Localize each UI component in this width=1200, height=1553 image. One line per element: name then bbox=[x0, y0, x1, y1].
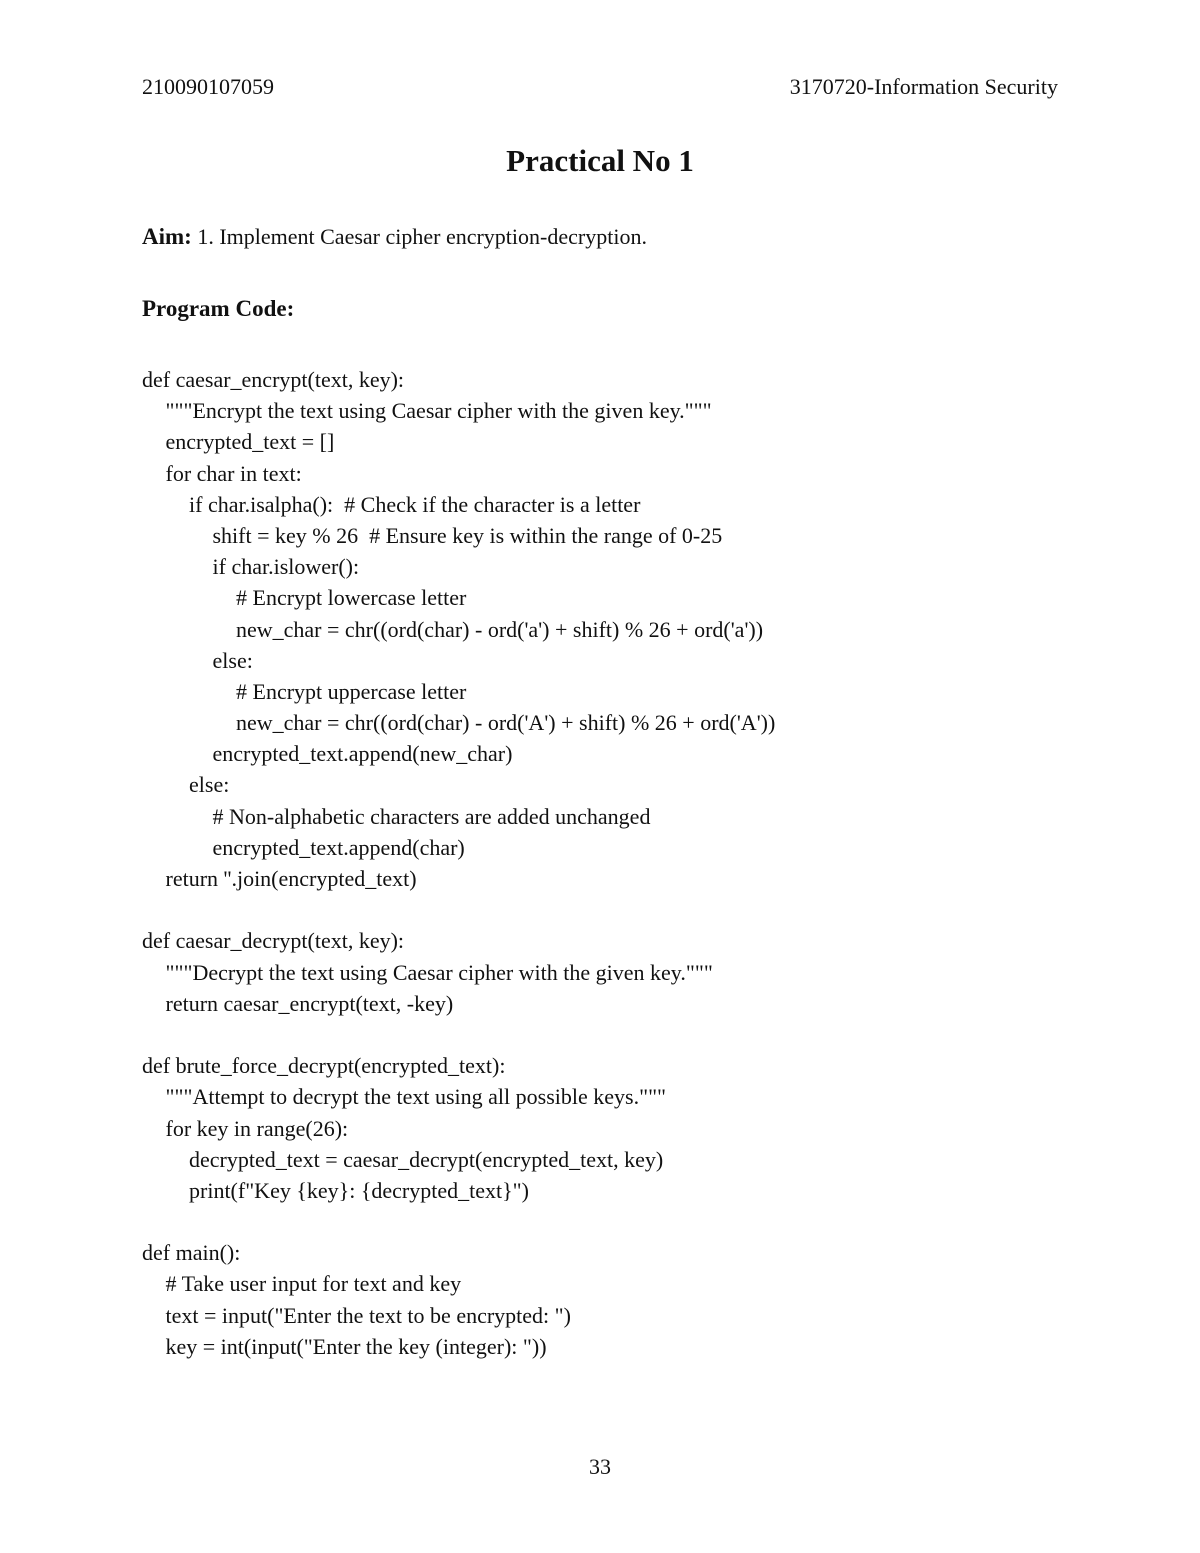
header-roll-number: 210090107059 bbox=[142, 74, 274, 99]
code-line: for char in text: bbox=[165, 460, 302, 486]
code-line: key = int(input("Enter the key (integer): ")) bbox=[165, 1333, 547, 1359]
code-line: # Non-alphabetic characters are added unchanged bbox=[212, 803, 651, 829]
code-line: else: bbox=[189, 772, 230, 798]
aim-label: Aim: bbox=[142, 224, 192, 249]
code-line: for key in range(26): bbox=[165, 1115, 349, 1141]
code-line: def caesar_encrypt(text, key): bbox=[142, 367, 405, 392]
page-title: Practical No 1 bbox=[506, 143, 694, 178]
aim-text: 1. Implement Caesar cipher encryption-decryption. bbox=[197, 224, 647, 249]
code-line: new_char = chr((ord(char) - ord('a') + shift) % 26 + ord('a')) bbox=[236, 616, 764, 642]
program-code-heading: Program Code: bbox=[142, 296, 295, 321]
code-line: print(f"Key {key}: {decrypted_text}") bbox=[189, 1177, 529, 1203]
code-line bbox=[142, 1019, 775, 1050]
code-line: return ''.join(encrypted_text) bbox=[165, 866, 417, 891]
code-line: encrypted_text.append(char) bbox=[212, 834, 465, 860]
header-subject: 3170720-Information Security bbox=[789, 74, 1058, 99]
code-line: new_char = chr((ord(char) - ord('A') + shift) % 26 + ord('A')) bbox=[236, 710, 776, 736]
code-line: if char.isalpha(): # Check if the character is a letter bbox=[189, 491, 641, 517]
code-line bbox=[142, 894, 775, 925]
code-block bbox=[142, 364, 775, 1362]
code-line: text = input("Enter the text to be encrypted: ") bbox=[165, 1302, 571, 1328]
code-line: """Encrypt the text using Caesar cipher with the given key.""" bbox=[165, 398, 712, 424]
code-line: # Encrypt lowercase letter bbox=[236, 585, 467, 611]
code-line: def brute_force_decrypt(encrypted_text): bbox=[142, 1053, 506, 1079]
code-line bbox=[142, 1206, 775, 1237]
code-line: return caesar_encrypt(text, -key) bbox=[165, 990, 454, 1016]
page-number: 33 bbox=[589, 1454, 611, 1479]
code-line: """Attempt to decrypt the text using all possible keys.""" bbox=[165, 1084, 667, 1110]
code-line: decrypted_text = caesar_decrypt(encrypted_text, key) bbox=[189, 1146, 664, 1172]
code-line: # Encrypt uppercase letter bbox=[236, 678, 467, 704]
code-line: def main(): bbox=[142, 1240, 241, 1266]
code-line: encrypted_text = [] bbox=[165, 429, 335, 455]
code-line: shift = key % 26 # Ensure key is within the range of 0-25 bbox=[212, 522, 723, 548]
code-line: if char.islower(): bbox=[212, 554, 360, 580]
code-line: """Decrypt the text using Caesar cipher with the given key.""" bbox=[165, 959, 713, 985]
code-line: else: bbox=[212, 647, 253, 673]
aim-line bbox=[142, 224, 647, 250]
code-line: def caesar_decrypt(text, key): bbox=[142, 928, 405, 954]
code-line: # Take user input for text and key bbox=[165, 1271, 462, 1297]
code-line: encrypted_text.append(new_char) bbox=[212, 741, 513, 767]
